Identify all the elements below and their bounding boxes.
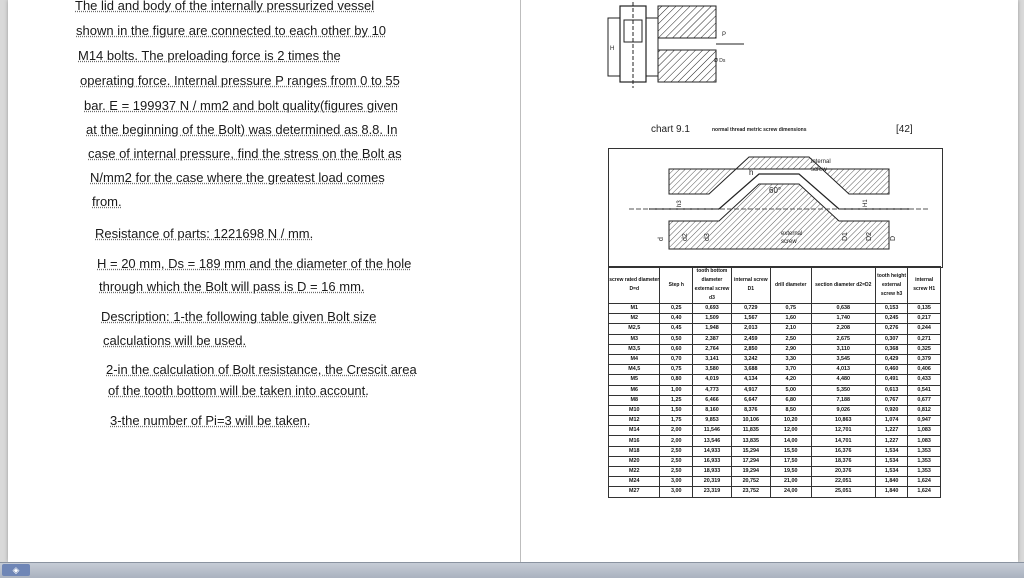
table-cell: 5,00 [770, 385, 811, 395]
table-cell: 1,534 [875, 446, 908, 456]
table-row [609, 405, 941, 415]
table-cell: 18,933 [693, 467, 732, 477]
table-cell: 14,00 [770, 436, 811, 446]
table-cell: 1,509 [693, 314, 732, 324]
table-cell: M8 [609, 395, 660, 405]
table-cell: M2,5 [609, 324, 660, 334]
table-cell: 0,153 [875, 304, 908, 314]
table-row [609, 314, 941, 324]
d-label: d [658, 237, 665, 241]
table-cell: 19,294 [731, 467, 770, 477]
table-row [609, 334, 941, 344]
external-screw-sublabel: screw [781, 239, 797, 245]
table-cell: 0,276 [875, 324, 908, 334]
table-cell: 3,30 [770, 354, 811, 364]
table-cell: 0,307 [875, 334, 908, 344]
table-cell: 2,764 [693, 344, 732, 354]
d2-label: d2 [682, 233, 689, 241]
table-cell: 12,00 [770, 426, 811, 436]
chart-title: normal thread metric screw dimensions [712, 127, 807, 133]
document-page [8, 0, 1018, 562]
chart-number: chart 9.1 [651, 124, 690, 135]
table-cell: 1,00 [660, 385, 693, 395]
table-cell: 8,160 [693, 405, 732, 415]
table-cell: 2,850 [731, 344, 770, 354]
table-cell: 1,840 [875, 477, 908, 487]
table-cell: 0,244 [908, 324, 941, 334]
table-cell: 1,083 [908, 436, 941, 446]
header-external-d3 [693, 267, 732, 304]
table-cell: 4,019 [693, 375, 732, 385]
table-cell: 11,835 [731, 426, 770, 436]
table-cell: 3,242 [731, 354, 770, 364]
table-cell: 3,110 [811, 344, 875, 354]
table-cell: 0,217 [908, 314, 941, 324]
problem-line: 3-the number of Pi=3 will be taken. [110, 413, 311, 428]
problem-line: from. [92, 194, 122, 209]
table-cell: 2,387 [693, 334, 732, 344]
table-cell: 3,70 [770, 365, 811, 375]
table-cell: M16 [609, 436, 660, 446]
problem-line: bar. E = 199937 N / mm2 and bolt quality(figures given [84, 98, 398, 113]
table-cell: 0,379 [908, 354, 941, 364]
vessel-lid-figure [604, 0, 754, 90]
problem-line: at the beginning of the Bolt) was determined as 8.8. In [86, 122, 398, 137]
D1-label: D1 [842, 232, 849, 241]
table-cell: 4,134 [731, 375, 770, 385]
table-row [609, 375, 941, 385]
table-row [609, 456, 941, 466]
table-cell: 0,75 [660, 365, 693, 375]
table-cell: 0,60 [660, 344, 693, 354]
table-cell: 3,00 [660, 477, 693, 487]
table-body [609, 304, 941, 498]
table-cell: 1,948 [693, 324, 732, 334]
problem-line: M14 bolts. The preloading force is 2 times the [78, 48, 341, 63]
table-cell: M27 [609, 487, 660, 497]
header-tooth-bottom-group: tooth bottom diameter [696, 268, 728, 283]
problem-line: Description: 1-the following table given Bolt size [101, 309, 377, 324]
table-cell: 0,50 [660, 334, 693, 344]
table-cell: 0,613 [875, 385, 908, 395]
table-cell: 1,75 [660, 416, 693, 426]
table-cell: 1,353 [908, 456, 941, 466]
step-h-label: h [749, 168, 754, 177]
table-cell: 2,50 [660, 456, 693, 466]
table-cell: 2,90 [770, 344, 811, 354]
h-label: H [610, 46, 615, 52]
table-cell: 0,429 [875, 354, 908, 364]
table-cell: 0,271 [908, 334, 941, 344]
problem-line: The lid and body of the internally pressurized vessel [75, 0, 375, 13]
table-cell: M2 [609, 314, 660, 324]
thread-profile-diagram [608, 148, 943, 268]
table-cell: 1,534 [875, 467, 908, 477]
table-row [609, 365, 941, 375]
table-cell: 0,406 [908, 365, 941, 375]
table-cell: 2,00 [660, 436, 693, 446]
table-cell: 0,25 [660, 304, 693, 314]
table-cell: 4,773 [693, 385, 732, 395]
table-cell: 3,00 [660, 487, 693, 497]
h3-label: h3 [677, 200, 683, 207]
table-cell: 4,917 [731, 385, 770, 395]
table-cell: 14,933 [693, 446, 732, 456]
table-cell: 3,141 [693, 354, 732, 364]
table-row [609, 487, 941, 497]
header-section-diameter: section diameter d2=D2 [811, 267, 875, 304]
table-cell: 18,376 [811, 456, 875, 466]
problem-line: Resistance of parts: 1221698 N / mm. [95, 226, 314, 241]
table-row [609, 354, 941, 364]
d3-label: d3 [704, 233, 711, 241]
table-cell: 8,50 [770, 405, 811, 415]
table-cell: 16,376 [811, 446, 875, 456]
table-cell: 0,75 [770, 304, 811, 314]
table-cell: 3,688 [731, 365, 770, 375]
column-divider [520, 0, 521, 562]
table-cell: 1,227 [875, 436, 908, 446]
table-cell: 1,60 [770, 314, 811, 324]
table-cell: 3,545 [811, 354, 875, 364]
table-cell: M4,5 [609, 365, 660, 375]
taskbar [0, 562, 1024, 578]
table-cell: M6 [609, 385, 660, 395]
table-cell: 0,638 [811, 304, 875, 314]
table-cell: M3,5 [609, 344, 660, 354]
table-cell: 2,50 [770, 334, 811, 344]
problem-line: through which the Bolt will pass is D = 16 mm. [99, 279, 365, 294]
table-cell: 0,767 [875, 395, 908, 405]
header-external-h3-label: external screw h3 [880, 281, 903, 297]
header-external-h3 [875, 267, 908, 304]
table-cell: 7,188 [811, 395, 875, 405]
table-cell: 2,208 [811, 324, 875, 334]
table-cell: 1,353 [908, 446, 941, 456]
table-cell: 9,853 [693, 416, 732, 426]
problem-line: H = 20 mm, Ds = 189 mm and the diameter of the hole [97, 256, 412, 271]
table-cell: M20 [609, 456, 660, 466]
table-cell: 23,752 [731, 487, 770, 497]
table-cell: 22,051 [811, 477, 875, 487]
D2-label: D2 [866, 232, 873, 241]
table-cell: 17,50 [770, 456, 811, 466]
pressure-label: P [722, 32, 727, 38]
table-row [609, 467, 941, 477]
thread-dimensions-table [608, 266, 941, 498]
table-cell: 20,376 [811, 467, 875, 477]
table-cell: 23,319 [693, 487, 732, 497]
table-cell: 15,50 [770, 446, 811, 456]
table-cell: 0,45 [660, 324, 693, 334]
table-cell: 0,491 [875, 375, 908, 385]
table-cell: M3 [609, 334, 660, 344]
table-row [609, 426, 941, 436]
table-cell: 6,647 [731, 395, 770, 405]
thread-angle-label: 60° [769, 186, 782, 195]
table-cell: 4,480 [811, 375, 875, 385]
chart-reference: [42] [896, 124, 913, 135]
table-cell: 2,50 [660, 467, 693, 477]
table-cell: 0,245 [875, 314, 908, 324]
table-cell: 3,580 [693, 365, 732, 375]
table-cell: 4,20 [770, 375, 811, 385]
table-row [609, 416, 941, 426]
table-cell: 2,013 [731, 324, 770, 334]
table-cell: M10 [609, 405, 660, 415]
table-cell: 21,00 [770, 477, 811, 487]
table-cell: 20,752 [731, 477, 770, 487]
table-cell: 5,350 [811, 385, 875, 395]
table-cell: 10,106 [731, 416, 770, 426]
table-row [609, 436, 941, 446]
table-cell: 2,50 [660, 446, 693, 456]
table-row [609, 304, 941, 314]
table-cell: 16,933 [693, 456, 732, 466]
table-cell: 0,677 [908, 395, 941, 405]
table-cell: 0,812 [908, 405, 941, 415]
table-cell: 4,013 [811, 365, 875, 375]
table-cell: 0,433 [908, 375, 941, 385]
table-cell: M14 [609, 426, 660, 436]
ds-label: Ø Ds [714, 58, 726, 64]
table-cell: 0,368 [875, 344, 908, 354]
problem-line: N/mm2 for the case where the greatest load comes [90, 170, 385, 185]
table-cell: 1,353 [908, 467, 941, 477]
table-cell: 1,534 [875, 456, 908, 466]
header-internal-H1: internal screw H1 [908, 267, 941, 304]
table-cell: 1,25 [660, 395, 693, 405]
table-cell: 11,546 [693, 426, 732, 436]
table-cell: 17,294 [731, 456, 770, 466]
table-cell: 2,00 [660, 426, 693, 436]
table-row [609, 385, 941, 395]
table-cell: 0,325 [908, 344, 941, 354]
internal-screw-sublabel: screw [811, 167, 827, 173]
table-row [609, 395, 941, 405]
problem-line: of the tooth bottom will be taken into account. [108, 383, 369, 398]
table-header-row [609, 267, 941, 304]
table-cell: 10,20 [770, 416, 811, 426]
table-cell: 6,80 [770, 395, 811, 405]
table-cell: 0,920 [875, 405, 908, 415]
table-row [609, 446, 941, 456]
table-cell: M22 [609, 467, 660, 477]
table-cell: 6,466 [693, 395, 732, 405]
table-row [609, 324, 941, 334]
table-cell: 0,460 [875, 365, 908, 375]
table-cell: 1,567 [731, 314, 770, 324]
table-cell: 0,80 [660, 375, 693, 385]
table-cell: 9,026 [811, 405, 875, 415]
table-row [609, 344, 941, 354]
table-cell: 1,074 [875, 416, 908, 426]
external-screw-label: external [781, 231, 803, 237]
table-cell: 2,10 [770, 324, 811, 334]
table-cell: 0,40 [660, 314, 693, 324]
table-cell: 0,693 [693, 304, 732, 314]
windows-start-icon: ◈ [12, 565, 20, 575]
table-cell: 0,947 [908, 416, 941, 426]
table-cell: 2,459 [731, 334, 770, 344]
header-external-d3-label: external screw d3 [694, 286, 730, 301]
table-cell: 13,546 [693, 436, 732, 446]
table-cell: M18 [609, 446, 660, 456]
header-step: Step h [660, 267, 693, 304]
table-cell: 2,675 [811, 334, 875, 344]
start-button[interactable] [2, 564, 30, 576]
table-cell: 1,840 [875, 487, 908, 497]
table-cell: 25,051 [811, 487, 875, 497]
table-cell: 10,863 [811, 416, 875, 426]
h1-label: H1 [863, 199, 869, 207]
table-cell: 14,701 [811, 436, 875, 446]
table-cell: 1,740 [811, 314, 875, 324]
table-cell: 0,135 [908, 304, 941, 314]
problem-line: operating force. Internal pressure P ranges from 0 to 55 [80, 73, 400, 88]
table-cell: 8,376 [731, 405, 770, 415]
table-cell: M4 [609, 354, 660, 364]
table-cell: 1,624 [908, 477, 941, 487]
table-cell: M24 [609, 477, 660, 487]
table-cell: 1,50 [660, 405, 693, 415]
table-row [609, 477, 941, 487]
table-cell: 0,541 [908, 385, 941, 395]
table-cell: 13,835 [731, 436, 770, 446]
table-cell: 15,294 [731, 446, 770, 456]
table-cell: M12 [609, 416, 660, 426]
table-cell: 1,227 [875, 426, 908, 436]
table-cell: 1,083 [908, 426, 941, 436]
table-cell: 0,729 [731, 304, 770, 314]
header-tooth-height-group: tooth height [877, 272, 907, 279]
table-cell: 20,319 [693, 477, 732, 487]
header-internal-D1: internal screw D1 [731, 267, 770, 304]
table-cell: M5 [609, 375, 660, 385]
table-cell: 19,50 [770, 467, 811, 477]
problem-line: 2-in the calculation of Bolt resistance, the Crescit area [106, 362, 417, 377]
problem-line: calculations will be used. [103, 333, 247, 348]
table-cell: M1 [609, 304, 660, 314]
internal-screw-label: internal [811, 159, 831, 165]
D-label: D [890, 235, 897, 241]
problem-line: shown in the figure are connected to each other by 10 [76, 23, 387, 38]
table-cell: 24,00 [770, 487, 811, 497]
problem-line: case of internal pressure, find the stress on the Bolt as [88, 146, 402, 161]
header-rated-diameter: screw rated diameter D=d [609, 267, 660, 304]
table-cell: 0,70 [660, 354, 693, 364]
table-cell: 12,701 [811, 426, 875, 436]
table-cell: 1,624 [908, 487, 941, 497]
header-drill-diameter: drill diameter [770, 267, 811, 304]
